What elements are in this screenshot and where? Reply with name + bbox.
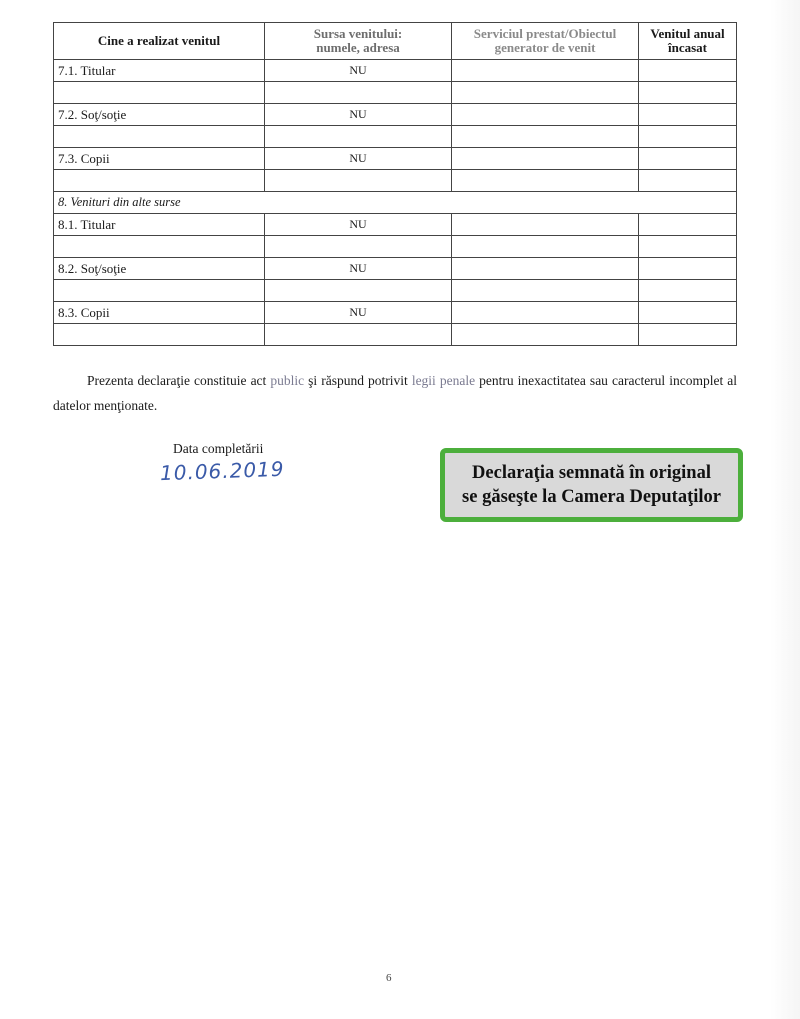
header-service [452, 23, 639, 60]
table-row-blank [54, 126, 737, 148]
row-source: NU [265, 258, 452, 280]
row-label: 8.1. Titular [54, 214, 265, 236]
income-table [53, 22, 737, 346]
table-row [54, 60, 737, 82]
row-source: NU [265, 148, 452, 170]
table-row-blank [54, 170, 737, 192]
header-income [639, 23, 737, 60]
table-row-blank [54, 82, 737, 104]
table-row [54, 214, 737, 236]
row-label: 8.2. Soţ/soţie [54, 258, 265, 280]
section-row [54, 192, 737, 214]
row-source: NU [265, 214, 452, 236]
statement-part1: Prezenta declaraţie constituie act [87, 373, 271, 388]
declaration-statement [53, 368, 737, 418]
signed-original-stamp [440, 448, 743, 522]
row-source: NU [265, 104, 452, 126]
row-income [639, 104, 737, 126]
table-row-blank [54, 324, 737, 346]
row-income [639, 258, 737, 280]
row-label: 7.2. Soţ/soţie [54, 104, 265, 126]
table-row [54, 258, 737, 280]
header-source [265, 23, 452, 60]
header-source-line1: Sursa venitului: [313, 26, 403, 41]
row-service [452, 258, 639, 280]
statement-public: public [270, 373, 305, 388]
row-label: 7.3. Copii [54, 148, 265, 170]
table-header-row [54, 23, 737, 60]
row-service [452, 148, 639, 170]
row-income [639, 214, 737, 236]
page-number: 6 [386, 972, 392, 984]
row-income [639, 302, 737, 324]
stamp-line1: Declaraţia semnată în original [472, 463, 711, 483]
header-service-line1: Serviciul prestat/Obiectul [473, 26, 617, 41]
table-row [54, 148, 737, 170]
header-income-line2: încasat [668, 40, 707, 55]
statement-part3: pentru inexactitatea sau caracterul incomplet al datelor menţionate. [53, 373, 738, 413]
stamp-line2: se găseşte la Camera Deputaţilor [462, 487, 721, 507]
statement-legii-penale: legii penale [411, 373, 476, 388]
table-row [54, 104, 737, 126]
header-who: Cine a realizat venitul [54, 23, 265, 60]
row-service [452, 104, 639, 126]
header-source-line2: numele, adresa [316, 40, 400, 55]
row-income [639, 148, 737, 170]
row-source: NU [265, 302, 452, 324]
row-service [452, 60, 639, 82]
header-income-line1: Venitul anual [650, 26, 725, 41]
row-income [639, 60, 737, 82]
table-row [54, 302, 737, 324]
row-source: NU [265, 60, 452, 82]
row-label: 8.3. Copii [54, 302, 265, 324]
header-service-line2: generator de venit [494, 40, 596, 55]
statement-part2: şi răspund potrivit [304, 373, 412, 388]
row-label: 7.1. Titular [54, 60, 265, 82]
section-8-title: 8. Venituri din alte surse [54, 192, 737, 214]
table-row-blank [54, 280, 737, 302]
scan-edge-shadow [770, 0, 800, 1019]
handwritten-date: 10.06.2019 [159, 456, 285, 486]
table-row-blank [54, 236, 737, 258]
row-service [452, 302, 639, 324]
date-label: Data completării [173, 441, 264, 456]
row-service [452, 214, 639, 236]
